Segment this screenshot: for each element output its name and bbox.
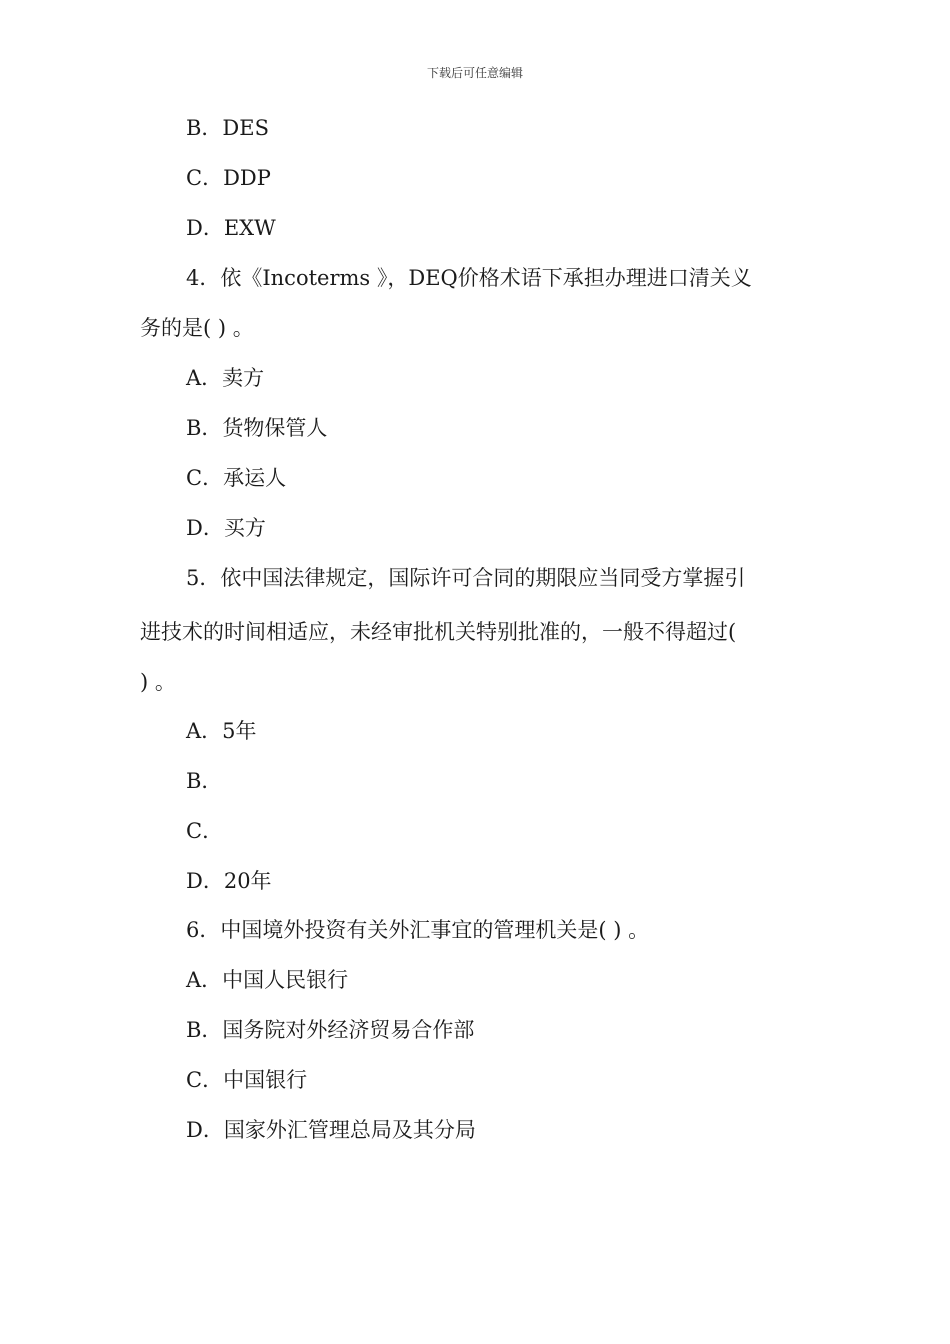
q5-stem-line-2: 进技术的时间相适应，未经审批机关特别批准的，一般不得超过( <box>140 620 737 644</box>
q6-option-b: B．国务院对外经济贸易合作部 <box>186 1018 475 1042</box>
page-header: 下载后可任意编辑 <box>426 66 523 80</box>
q4-option-d: D．买方 <box>186 516 266 540</box>
q5-option-c: C． <box>186 819 224 843</box>
q5-option-d: D．20年 <box>186 869 272 893</box>
q6-option-c: C．中国银行 <box>186 1068 308 1092</box>
q4-stem-line-2: 务的是( ) 。 <box>140 316 254 340</box>
q6-option-a: A．中国人民银行 <box>186 968 349 992</box>
q5-option-a: A．5年 <box>186 719 257 743</box>
q5-stem-line-1: 5．依中国法律规定，国际许可合同的期限应当同受方掌握引 <box>186 566 746 590</box>
q5-option-b: B． <box>186 769 223 793</box>
q4-option-a: A．卖方 <box>186 366 265 390</box>
q3-option-c: C．DDP <box>186 166 271 190</box>
q3-option-d: D．EXW <box>186 216 276 240</box>
q6-stem-line-1: 6．中国境外投资有关外汇事宜的管理机关是( ) 。 <box>186 918 650 942</box>
q6-option-d: D．国家外汇管理总局及其分局 <box>186 1118 476 1142</box>
q5-stem-line-3: ) 。 <box>140 670 176 694</box>
q3-option-b: B．DES <box>186 116 269 140</box>
q4-option-c: C．承运人 <box>186 466 287 490</box>
q4-option-b: B．货物保管人 <box>186 416 328 440</box>
q4-stem-line-1: 4．依《Incoterms 》，DEQ价格术语下承担办理进口清关义 <box>186 266 752 290</box>
